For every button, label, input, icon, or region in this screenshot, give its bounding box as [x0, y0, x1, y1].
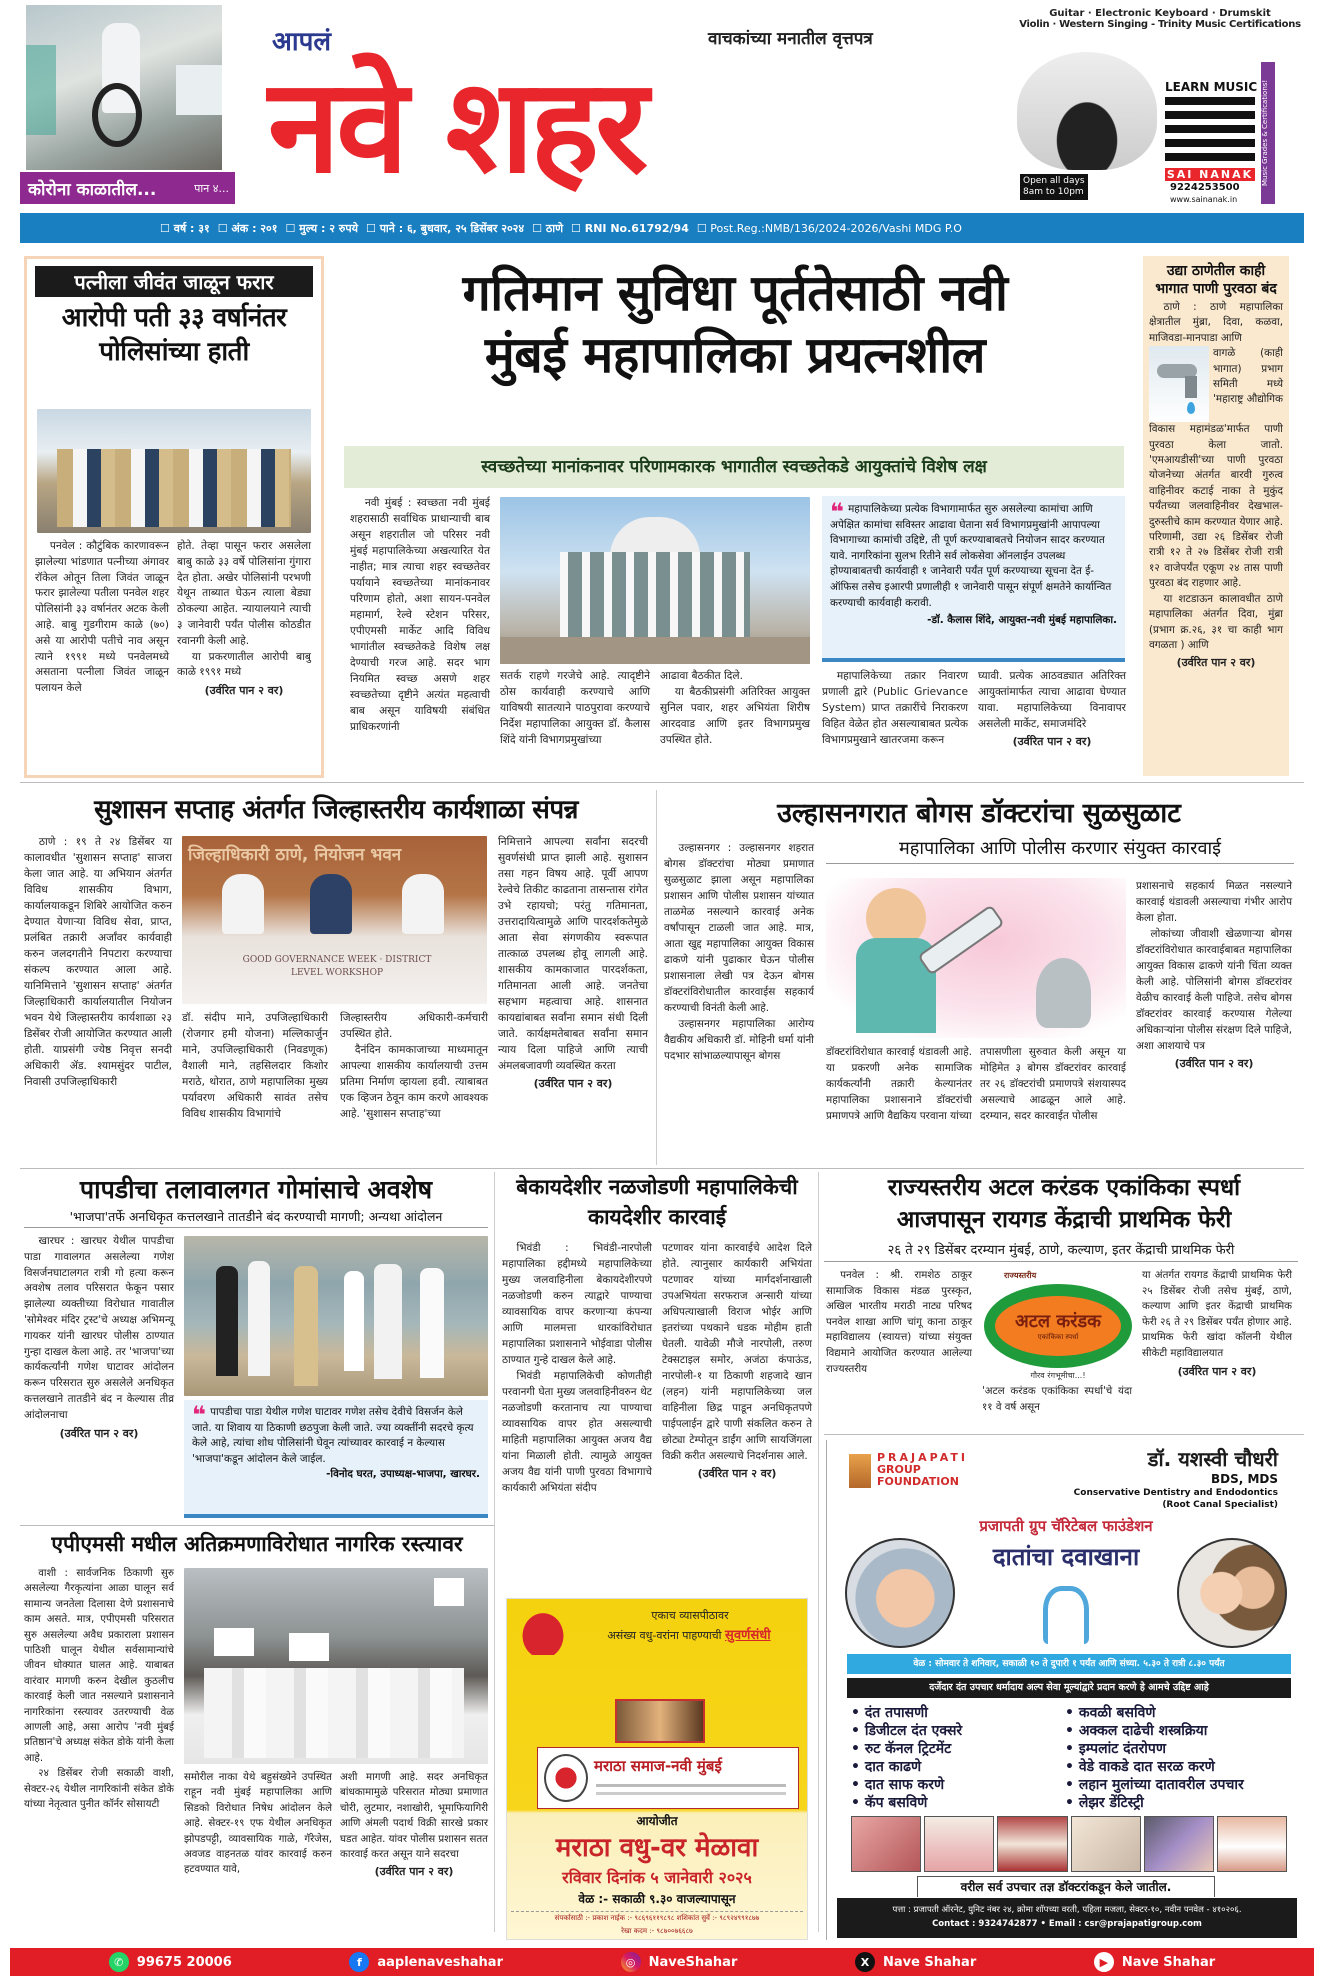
- info-pages-date: ☐ पाने : ६, बुधवार, २५ डिसेंबर २०२४: [365, 221, 525, 235]
- nmmc-headquarters-photo[interactable]: [500, 497, 810, 664]
- sushasan-headline: सुशासन सप्ताह अंतर्गत जिल्हास्तरीय कार्यशाळा संपन्न: [94, 795, 578, 825]
- pheta-turban-icon: [517, 1607, 569, 1655]
- music-ad-web: www.sainanak.in: [1170, 195, 1238, 204]
- youtube-icon: ▶: [1094, 1952, 1114, 1972]
- quote-mark-icon: ❝: [192, 1401, 207, 1429]
- continued-link[interactable]: (उर्वरित पान २ वर): [59, 1426, 139, 1440]
- continued-link[interactable]: (उर्वरित पान २ वर): [374, 1865, 454, 1879]
- apmc-headline: एपीएमसी मधील अतिक्रमणाविरोधात नागरिक रस्त्यावर: [24, 1530, 490, 1558]
- doctor-degree: BDS, MDS: [1210, 1472, 1278, 1486]
- social-footer: [10, 1948, 1314, 1976]
- service-item: • अक्कल दाढेची शस्त्रक्रिया: [1065, 1722, 1301, 1740]
- atal-karandak-logo[interactable]: [984, 1271, 1132, 1380]
- lead-col3a: आढावा बैठकीत दिले.: [660, 670, 743, 682]
- bhiwandi-col1: भिवंडी : भिवंडी-नारपोली महापालिका हद्दीमध्ये महापालिकेच्या मुख्य जलवाहिनीला बेकायदेशीरपणे नळजोडणी करुन त्याद्वारे पाण्याचा व्यावसायिक वापर करणाऱ्या कंपन्या आणि मालमत्ता धारकांविरोधात महापालिका प्रशासनाने भोईवाडा पोलीस ठाण्यात गुन्हे दाखल केले आहे.: [502, 1242, 652, 1366]
- papdi-quote-text: पापडीचा पाडा येथील गणेश घाटावर गणेश तसेच देवीचे विसर्जन केले जाते. या शिवाय या ठिकाणी छठपुजा केली जाते. ज्या व्यक्तींनी सदरचे कृत्य केले आहे, त्यांचा शोध पोलिसांनी घेवून त्यांच्यावर कारवाई न केल्यास 'भाजपा'कडून आंदोलन केले जाईल.: [192, 1406, 474, 1465]
- bhiwandi-headline: बेकायदेशीर नळजोडणी महापालिकेची कायदेशीर कारवाई: [516, 1175, 798, 1229]
- papdi-quote-attribution: -विनोद घरत, उपाध्यक्ष-भाजपा, खारघर.: [326, 1468, 480, 1481]
- footer-label: Nave Shahar: [1121, 1954, 1216, 1970]
- lead-quote-attribution: -डॉ. कैलास शिंदे, आयुक्त-नवी मुंबई महापालिका.: [927, 614, 1117, 627]
- music-ad-hours2: 8am to 10pm: [1023, 187, 1084, 197]
- doctor-spec1: Conservative Dentistry and Endodontics: [1073, 1488, 1278, 1498]
- music-ad-line2: Violin · Western Singing - Trinity Music Certifications: [1019, 19, 1301, 30]
- maratha-samaj-emblem-icon: [544, 1754, 588, 1802]
- apmc-col1: वाशी : सार्वजनिक ठिकाणी सुरु असलेल्या गैरकृत्यांना आळा घालून सर्व सामान्य जनतेला दिलासा देणे प्रशासनाचे काम असते. मात्र, एपीएमसी परिसरात सुरु असलेल्या अवैध प्रकाराला प्रशासन पाठिशी घालून येथील सर्वसामान्यांचे जीवन धोक्यात घालत आहे. याबाबत वारंवार मागणी करुन देखील कुठलीच कारवाई केली जात नसल्याने प्रशासनाने नागरिकांना रस्त्यावर उतरण्याची वेळ आणली आहे, असा आरोप 'नवी मुंबई प्रतिष्ठान'चे अध्यक्ष संकेत डोके यांनी केला आहे.: [24, 1568, 174, 1764]
- story1-col2: होते. तेव्हा पासून फरार असलेला बाबु काळे ३३ वर्षे पोलिसांना गुंगारा देत होता. अखेर पोलिसांनी परभणी येथून ताब्यात घेऊन त्याला बेड्या ठोकल्या आहेत. न्यायालयाने त्याची ३ जानेवारी पर्यंत पोलीस कोठडीत रवानगी केली आहे.: [177, 540, 311, 647]
- family-circle-photo: [1177, 1538, 1287, 1648]
- atal-col1: पनवेल : श्री. रामशेठ ठाकूर सामाजिक विकास मंडळ पुरस्कृत, अखिल भारतीय मराठी नाट्य परिषद पनवेल शाखा आणि चांगू काना ठाकूर महाविद्यालय (स्वायत्त) यांच्या संयुक्त विद्यमाने आयोजित करण्यात आलेल्या राज्यस्तरीय: [826, 1270, 972, 1375]
- facebook-icon: f: [349, 1952, 369, 1972]
- info-year: ☐ वर्ष : ३१: [160, 221, 210, 235]
- dental-thumbnails: [851, 1816, 1287, 1872]
- services-left-list: [851, 1704, 1061, 1812]
- sushasan-col4: निमित्ताने आपल्या सर्वांना सदरची सुवर्णसंधी प्राप्त झाली आहे. सुशासन तसा गहन विषय आहे. पूर्वी आपण रेल्वेचे तिकीट काढताना तासन्तास रांगेत उभे रहायचो; परंतु गतिमानता, उत्तरादायित्वामुळे आणि पारदर्शकतेमुळे आता सेवा संगणकीय स्वरूपात तात्काळ उपलब्ध होवू लागली आहे. शासकीय कामकाजात पारदर्शकता, गतिमानता आली आहे. जनतेचा सहभाग महत्वाचा आहे. शासनात कायद्यांबाबत सर्वांना समान संधी दिली जाते. कार्यक्षमतेबाबत सर्वांना समान न्याय दिला पाहिजे आणि त्याची अंमलबजावणी व्यवस्थित करता: [498, 836, 648, 1072]
- doctor-name: डॉ. यशस्वी चौधरी: [1147, 1447, 1278, 1471]
- water-headline: उद्या ठाणेतील काही भागात पाणी पुरवठा बंद: [1155, 263, 1277, 297]
- apmc-col3: अशी मागणी आहे. सदर अनधिकृत बांधकामामुळे परिसरात मोठ्या प्रमाणात चोरी, लुटमार, नशाखोरी, भूमाफियागिरी आणि अंमली पदार्थ विक्री सारखे प्रकार घडत आहेत. यांवर पोलीस प्रशासन सतत कारवाई करत असून याने सदरचा: [340, 1772, 488, 1861]
- service-item: • लेझर डेंटिस्ट्री: [1065, 1794, 1301, 1812]
- dental-mission: दर्जेदार दंत उपचार धर्मादाय अल्प सेवा मूल्यांद्वारे प्रदान करणे हे आमचे उद्दिष्ट आहे: [847, 1678, 1291, 1698]
- ulhas-col4: प्रशासनाचे सहकार्य मिळत नसल्याने कारवाई थंडावली असल्याचा गंभीर आरोप केला होता.: [1136, 880, 1292, 924]
- service-item: • दंत तपासणी: [851, 1704, 1061, 1722]
- atal-col2: 'अटल करंडक एकांकिका स्पर्धा'चे यंदा ११ वे वर्ष असून: [982, 1386, 1132, 1413]
- story-water-cut: [1143, 256, 1289, 776]
- dental-contact: Contact : 9324742877 • Email : csr@prajapatigroup.com: [932, 1919, 1202, 1929]
- melava-presents: आयोजीत: [636, 1814, 678, 1828]
- masthead-title: नवे शहर: [268, 50, 645, 202]
- continued-link[interactable]: (उर्वरित पान २ वर): [1176, 656, 1256, 670]
- music-ad-side: Music Grades & Certifications!: [1261, 62, 1275, 204]
- continued-link[interactable]: (उर्वरित पान २ वर): [204, 684, 284, 698]
- vadhu-var-melava-ad[interactable]: [506, 1598, 808, 1940]
- bogus-doctor-cartoon[interactable]: [826, 878, 1126, 1038]
- teaser-bar[interactable]: [20, 172, 235, 204]
- lead-subhead: स्वच्छतेच्या मानांकनावर परिणामकारक भागातील स्वच्छतेकडे आयुक्तांचे विशेष लक्ष: [344, 446, 1124, 488]
- ulhas-col3: तपासणीला सुरुवात केली असून या मोहिमेत ३ बोगस डॉक्टरांवर कारवाई तर २६ डॉक्टरांची प्रमाणपत्रे संशयास्पद असल्याचे आढळून आले आहे. दरम्यान, सदर कारवाईत पोलीस: [980, 1046, 1126, 1122]
- melava-contact1: संपर्कासाठी :- प्रकाश नाईक :- ९८६९६११९८९८ शशिकांत सुर्वे :- ९८९२४९९१८७७: [511, 1911, 803, 1924]
- continued-link[interactable]: (उर्वरित पान २ वर): [1174, 1057, 1254, 1070]
- footer-whatsapp[interactable]: [109, 1952, 232, 1972]
- wedding-photo: [615, 1699, 705, 1743]
- lead-quote-text: महापालिकेच्या प्रत्येक विभागामार्फत सुरु असलेल्या कामांचा आणि अपेक्षित कामांचा सविस्तर आढावा घेताना सर्व विभागप्रमुखांनी आपापल्या विभागाच्या कामांची उद्दिष्टे, ती पूर्ण करण्याबाबतचे नियोजन सादर करण्यात यावे. नागरिकांना सुलभ रितीने सर्व लोकसेवा ऑनलाईन उपलब्ध होण्याबाबतची कार्यवाही १ जानेवारी पर्यंत पूर्ण करण्याच्या सूचना देत ई-ऑफिस तसेच इआरपी प्रणालीही १ जानेवारी पासून संपूर्ण क्षमतेने कार्यान्वित करण्याची कार्यवाही करावी.: [830, 503, 1112, 609]
- water-body-wrap: वागळे (काही भागात) प्रभाग समिती मध्ये 'महाराष्ट्र औद्योगिक: [1213, 347, 1283, 406]
- lead-headline-line2: मुंबई महापालिका प्रयत्नशील: [484, 326, 986, 384]
- lead-headline-line1: गतिमान सुविधा पूर्ततेसाठी नवी: [462, 264, 1008, 322]
- atal-headline-line1: राज्यस्तरीय अटल करंडक एकांकिका स्पर्धा: [887, 1175, 1241, 1201]
- service-item: • कॅप बसविणे: [851, 1794, 1061, 1812]
- masthead-pretitle: आपलं: [272, 27, 331, 57]
- melava-time: वेळ :- सकाळी ९.३० वाजल्यापासून: [578, 1892, 736, 1906]
- bhiwandi-col1b: भिवंडी महापालिकेची कोणतीही परवानगी घेता मुख्य जलवाहिनीवरुन थेट नळजोडणी करतानाच त्या पाण्याचा व्यावसायिक वापर होत असल्याची माहिती महापालिका आयुक्त अजय वैद्य यांना मिळाली होती. त्यामुळे आयुक्त अजय वैद्य यांनी पाणी पुरवठा विभागाचे कार्यकारी अभियंता संदीप: [502, 1370, 652, 1494]
- prajapati-logo-icon: [849, 1454, 871, 1488]
- dental-address: पत्ता : प्रजापती ऑरनेट, युनिट नंबर २४, क्रोमा शॉपच्या वरती, पहिला मजला, सेक्टर-१०, नवीन पनवेल - ४१०२०६.: [892, 1905, 1242, 1915]
- dental-org: प्रजापती ग्रुप चॅरिटेबल फाउंडेशन: [979, 1517, 1153, 1535]
- dental-thumb-photo: [1071, 1816, 1141, 1872]
- services-right-list: [1065, 1704, 1301, 1812]
- dental-clinic-ad[interactable]: [826, 1440, 1304, 1940]
- lead-col2: सतर्क राहणे गरजेचे आहे. त्यादृष्टीने ठोस कार्यवाही करण्याचे आणि याविषयी सातत्याने पाठपुरावा करण्याचे निर्देश महापालिका आयुक्त डॉ. कैलास शिंदे यांनी विभागप्रमुखांच्या: [500, 670, 650, 746]
- info-bar: [20, 213, 1304, 243]
- x-icon: X: [855, 1952, 875, 1972]
- melava-tag3: सुवर्णसंधी: [725, 1628, 771, 1643]
- service-item: • कवळी बसविणे: [1065, 1704, 1301, 1722]
- lake-inspection-photo[interactable]: [184, 1236, 488, 1396]
- sushasan-col1: ठाणे : १९ ते २४ डिसेंबर या कालावधीत 'सुशासन सप्ताह' साजरा केला जात आहे. या अभियान अंतर्गत विविध शासकीय विभाग, कार्यालयाकडून शिबिरे आयोजित करुन देण्यात येणाऱ्या विविध सेवा, प्राप्त, प्रलंबित तक्रारी अर्जांवर कार्यवाही करुन जलदगतीने निपटारा करण्याचा संकल्प करण्यात आला आहे. यानिमित्ताने 'सुशासन सप्ताह' अंतर्गत जिल्हाधिकारी कार्यालयातील नियोजन भवन येथे जिल्हास्तरीय कार्यशाळा २३ डिसेंबर रोजी आयोजित करण्यात आली होती. याप्रसंगी ज्येष्ठ निवृत्त सनदी अधिकारी ॲड. श्यामसुंदर पाटील, निवासी उपजिल्हाधिकारी: [24, 836, 172, 1088]
- water-body1: ठाणे : ठाणे महापालिका क्षेत्रातील मुंब्रा, दिवा, कळवा, माजिवडा-मानपाडा आणि: [1149, 301, 1283, 344]
- atal-col3: या अंतर्गत रायगड केंद्राची प्राथमिक फेरी २५ डिसेंबर रोजी तसेच मुंबई, ठाणे, कल्याण आणि इतर केंद्राची प्राथमिक फेरी २६ ते २९ डिसेंबर पर्यंत होणार आहे. प्राथमिक फेरी खांदा कॉलनी येथील सीकेटी महाविद्यालयात: [1142, 1270, 1292, 1359]
- info-rni: ☐ RNI No.61792/94: [571, 221, 689, 235]
- service-item: • दात साफ करणे: [851, 1776, 1061, 1794]
- ulhas-col4b: लोकांच्या जीवाशी खेळणाऱ्या बोगस डॉक्टरांविरोधात कारवाईबाबत महापालिका आयुक्त विकास ढाकणे यांनी चिंता व्यक्त केली आहे. पोलिसांनी बोगस डॉक्टरांवर वेळीच कारवाई केली पाहिजे. तसेच बोगस डॉक्टरांवर कारवाई करण्यास गेलेल्या अधिकाऱ्यांना पोलीस संरक्षण दिले पाहिजे, अशा आशयाचे पत्र: [1136, 928, 1292, 1052]
- service-item: • लहान मुलांच्या दातावरील उपचार: [1065, 1776, 1301, 1794]
- music-ad-line1: Guitar · Electronic Keyboard · Drumskit: [1049, 8, 1271, 19]
- info-city: ☐ ठाणे: [532, 221, 564, 235]
- atal-logo-top: राज्यस्तरीय: [1004, 1271, 1037, 1280]
- melava-org: मराठा समाज-नवी मुंबई: [594, 1757, 722, 1775]
- papdi-col1: खारघर : खारघर येथील पापडीचा पाडा गावालगत असलेल्या गणेश विसर्जनघाटालगत रात्री गो हत्या करून अवशेष तलाव परिसरात फेकून पसार झालेल्या व्यक्तीच्या विरोधात गावातील 'सोमेश्वर मंदिर ट्रस्ट'चे अध्यक्ष अभिमन्यू गायकर यांनी खारघर पोलीस ठाण्यात गुन्हा दाखल केला आहे. तर 'भाजपा'च्या कार्यकर्त्यांनी गणेश घाटावर आंदोलन करून परिसरात सुरु असलेले अनधिकृत कत्तलखाने तातडीने बंद न केल्यास तीव्र आंदोलनाचा: [24, 1235, 174, 1421]
- atal-logo-sub: एकांकिका स्पर्धा: [1037, 1332, 1079, 1341]
- police-group-photo[interactable]: [37, 409, 311, 533]
- foundation-name-2: GROUP: [877, 1463, 921, 1476]
- service-item: • रुट कॅनल ट्रिटमेंट: [851, 1740, 1061, 1758]
- apmc-col2: समोरील नाका येथे बहुसंख्येने उपस्थित राहून नवी मुंबई महापालिका आणि सिडको विरोधात निषेध आंदोलन केले आहे. सेक्टर-१९ एफ येथील अनधिकृत झोपडपट्टी, व्यावसायिक गाळे, गॅरेजेस, अवजड वाहनतळ यांवर कारवाई करुन हटवण्यात यावे,: [184, 1772, 332, 1876]
- ulhas-headline: उल्हासनगरात बोगस डॉक्टरांचा सुळसुळाट: [777, 798, 1181, 829]
- lead-col5: घ्यावी. प्रत्येक आठवड्यात अतिरिक्त आयुक्तांमार्फत त्याचा आढावा घेण्यात यावा. महापालिकेच्या विनावापर असलेली मार्केट, समाजमंदिरे: [978, 670, 1126, 730]
- info-price: ☐ मुल्य : २ रुपये: [285, 221, 358, 235]
- tap-icon: [1149, 346, 1209, 422]
- apmc-protest-photo[interactable]: [184, 1568, 488, 1764]
- continued-link[interactable]: (उर्वरित पान २ वर): [697, 1467, 777, 1480]
- footer-label: NaveShahar: [648, 1954, 738, 1970]
- instagram-icon: ◎: [621, 1952, 641, 1972]
- melava-date: रविवार दिनांक ५ जानेवारी २०२५: [562, 1868, 752, 1887]
- doctor-spec2: (Root Canal Specialist): [1162, 1500, 1278, 1510]
- story-wife-burning: [24, 256, 324, 778]
- dental-thumb-photo: [997, 1816, 1067, 1872]
- foundation-name-1: PRAJAPATI: [877, 1451, 968, 1464]
- music-ad-brand: SAI NANAK: [1166, 168, 1254, 181]
- dental-timing: वेळ : सोमवार ते शनिवार, सकाळी १० ते दुपारी १ पर्यंत आणि संध्या. ५.३० ते रात्री ८.३० पर्यंत: [847, 1654, 1291, 1674]
- patient-circle-photo: [845, 1538, 955, 1648]
- atal-subhead: २६ ते २९ डिसेंबर दरम्यान मुंबई, ठाणे, कल्याण, इतर केंद्राची प्राथमिक फेरी: [824, 1240, 1298, 1262]
- info-issue: ☐ अंक : २०१: [217, 221, 278, 235]
- music-ad-learn: LEARN MUSIC: [1165, 80, 1258, 94]
- continued-link[interactable]: (उर्वरित पान २ वर): [1177, 1364, 1257, 1378]
- teaser-photo[interactable]: [26, 5, 222, 170]
- music-ad-hours1: Open all days: [1023, 176, 1085, 186]
- lead-quote-commissioner: [822, 496, 1125, 662]
- water-body2: विकास महामंडळ'मार्फत पाणी पुरवठा केला जातो. 'एमआयडीसी'च्या पाणी पुरवठा योजनेच्या अंतर्गत बारवी गुरुत्व वाहिनीवर कटाई नाका ते मुकुंद पर्यंतच्या जलवाहिनीवर देखभाल-दुरुस्तीचे काम करण्यात येणार आहे. परिणामी, उद्या २६ डिसेंबर रोजी रात्री १२ ते २७ डिसेंबर रोजी रात्री १२ वाजेपर्यंत एकूण २४ तास पाणी पुरवठा बंद राहणार आहे.: [1149, 423, 1283, 590]
- lead-col4: महापालिकेच्या तक्रार निवारण प्रणाली द्वारे (Public Grievance System) प्राप्त तक्रारींचे निराकरण विहित वेळेत होत असल्याबाबत प्रत्येक विभागप्रमुखाने खातरजमा करून: [822, 670, 968, 746]
- continued-link[interactable]: (उर्वरित पान २ वर): [1012, 735, 1092, 748]
- service-item: • वेडे वाकडे दात सरळ करणे: [1065, 1758, 1301, 1776]
- water-body3: या शटडाऊन कालावधीत ठाणे महापालिका अंतर्गत दिवा, मुंब्रा (प्रभाग क्र.२६, ३१ चा काही भाग वगळता ) आणि: [1149, 592, 1283, 651]
- atal-headline-line2: आजपासून रायगड केंद्राची प्राथमिक फेरी: [896, 1207, 1232, 1233]
- papdi-headline: पापडीचा तलावालगत गोमांसाचे अवशेष: [79, 1175, 433, 1204]
- footer-label: 99675 20006: [136, 1954, 232, 1970]
- sushasan-col3a: जिल्हास्तरीय अधिकारी-कर्मचारी उपस्थित होते.: [340, 1012, 488, 1040]
- story1-col2b: या प्रकरणातील आरोपी बाबु काळे १९९१ मध्ये: [177, 650, 311, 679]
- foundation-name-3: FOUNDATION: [877, 1475, 959, 1488]
- dental-title: दातांचा दवाखाना: [992, 1543, 1140, 1571]
- bhiwandi-col2: पटणावर यांना कारवाईचे आदेश दिले होते. त्यानुसार कार्यकारी अभियंता पटणावर यांच्या मार्गदर्शनाखाली उपअभियंता सरफराज अन्सारी यांच्या अधिपत्याखाली विराज भोईर आणि इतरांच्या पथकाने धडक मोहीम हाती घेतली. यावेळी मौजे नारपोली, तरुण टेक्सटाइल समोर, अजंठा कंपाऊंड, नारपोली-१ या ठिकाणी शहजादे खान (लहन) यांनी महापालिकेच्या जल वाहिनीला छिद्र पाडून अनधिकृतपणे पाईपलाईन द्वारे पाणी संकलित करुन ते छोट्या टेम्पोतून डाईंग आणि सायजिंगला विक्री करीत असल्याचे निदर्शनास आले.: [662, 1242, 812, 1462]
- workshop-photo[interactable]: [182, 836, 487, 1004]
- melava-tag2: असंख्य वधु-वरांना पाहण्याची: [607, 1629, 722, 1642]
- atal-logo-tag: गौरव रंगभूमीचा...!: [1030, 1371, 1086, 1380]
- continued-link[interactable]: (उर्वरित पान २ वर): [533, 1077, 613, 1090]
- teaser-page: पान ४...: [194, 181, 229, 195]
- footer-facebook[interactable]: [349, 1952, 503, 1972]
- quote-mark-icon: ❝: [830, 498, 845, 526]
- footer-instagram[interactable]: [621, 1952, 738, 1972]
- ulhas-subhead: महापालिका आणि पोलीस करणार संयुक्त कारवाई: [826, 836, 1294, 864]
- service-item: • डिजीटल दंत एक्सरे: [851, 1722, 1061, 1740]
- teaser-label: कोरोना काळातील...: [28, 179, 157, 200]
- lead-col1: नवी मुंबई : स्वच्छता नवी मुंबई शहरासाठी सर्वाधिक प्राधान्याची बाब असून शहरातील जो परिसर नवी मुंबई महापालिकेच्या अखत्यारित येत नाहीत; मात्र त्याचा शहर स्वच्छतेवर पर्यायाने स्वच्छतेच्या मानांकनावर परिणाम होतो, अशा सायन-पनवेल महामार्ग, रेल्वे स्टेशन परिसर, एपीएमसी मार्केट आदि विविध भागांतील स्वच्छतेकडे विशेष लक्ष देण्याची गरज आहे. सदर भाग नियमित स्वच्छ असणे शहर स्वच्छतेच्या दृष्टीने अत्यंत महत्वाची बाब असून याविषयी संबंधित प्राधिकरणांनी: [350, 497, 490, 733]
- story1-kicker: पत्नीला जीवंत जाळून फरार: [35, 266, 313, 297]
- photo-banner-text: जिल्हाधिकारी ठाणे, नियोजन भवन: [188, 845, 402, 865]
- apmc-col1b: २४ डिसेंबर रोजी सकाळी वाशी, सेक्टर-२६ येथील नागरिकांनी संकेत डोके यांच्या नेतृत्वात पुनीत कॉर्नर सोसायटी: [24, 1768, 174, 1811]
- melava-tag1: एकाच व्यासपीठावर: [651, 1609, 729, 1622]
- dental-thumb-photo: [1217, 1816, 1287, 1872]
- ulhas-col1: उल्हासनगर : उल्हासनगर शहरात बोगस डॉक्टरांचा मोठ्या प्रमाणात सुळसुळाट झाला असून महापालिका प्रशासन आणि पोलीस प्रशासन यांच्यात ताळमेळ नसल्याने कारवाई अनेक वर्षांपासून टाळली जात आहे. मात्र, आता खुद्द महापालिका आयुक्त विकास ढाकणे यांनी पुढाकार घेऊन पोलीस प्रशासनाला लेखी पत्र देऊन बोगस डॉक्टरांविरोधातील कारवाईस सहकार्य करण्याची विनंती केली आहे.: [664, 842, 814, 1014]
- lead-headline: [340, 262, 1130, 386]
- info-postreg: ☐ Post.Reg.:NMB/136/2024-2026/Vashi MDG P.O: [696, 221, 962, 235]
- melava-contact2: रेखा कदम :- ९८७००७६६८७: [621, 1927, 693, 1935]
- atal-logo-text: अटल करंडक: [1015, 1310, 1101, 1332]
- dental-thumb-photo: [924, 1816, 994, 1872]
- footer-x[interactable]: [855, 1952, 976, 1972]
- dental-note: वरील सर्व उपचार तज्ञ डॉक्टरांकडून केले जातील.: [917, 1876, 1215, 1897]
- atal-headline: [824, 1172, 1304, 1236]
- piano-keys: [1165, 97, 1255, 167]
- dental-thumb-photo: [1144, 1816, 1214, 1872]
- sushasan-col3b: दैनंदिन कामकाजाच्या माध्यमातून आपल्या शासकीय कार्यालयाची उत्तम प्रतिमा निर्माण व्हायला हवी. त्याबाबत एक व्हिजन ठेवून काम करणे आवश्यक आहे. 'सुशासन सप्ताह'च्या: [340, 1044, 488, 1120]
- story1-col1: पनवेल : कौटुंबिक कारणावरून झालेल्या भांडणात पत्नीच्या अंगावर रॉकेल ओतून तिला जिवंत जाळून फरार झालेल्या पतीला पनवेल शहर पोलिसांनी ३३ वर्षानंतर अटक केली आहे. बाबु गुडगीराम काळे (७०) असे या आरोपी पतीचे नाव असून त्याने १९९१ मध्ये पनवेलमध्ये असताना पत्नीला जिवंत जाळून पलायन केले: [35, 540, 169, 695]
- whatsapp-icon: ✆: [109, 1952, 129, 1972]
- lead-col3b: या बैठकीप्रसंगी अतिरिक्त आयुक्त सुनिल पवार, शहर अभियंता शिरीष आरदवाड आणि इतर विभागप्रमुख उपस्थित होते.: [660, 686, 810, 746]
- footer-label: Nave Shahar: [882, 1954, 977, 1970]
- melava-title: मराठा वधु-वर मेळावा: [555, 1833, 759, 1863]
- dental-thumb-photo: [851, 1816, 921, 1872]
- service-item: • दात काढणे: [851, 1758, 1061, 1776]
- ulhas-col1b: उल्हासनगर महापालिका आरोग्य वैद्यकीय अधिकारी डॉ. मोहिनी धर्मा यांनी पदभार सांभाळल्यापासून बोगस: [664, 1018, 814, 1062]
- footer-label: aaplenaveshahar: [377, 1954, 503, 1970]
- photo-caption: GOOD GOVERNANCE WEEK · DISTRICT LEVEL WORKSHOP: [242, 955, 432, 978]
- story1-headline: आरोपी पती ३३ वर्षानंतर पोलिसांच्या हाती: [61, 303, 287, 367]
- papdi-subhead: 'भाजपा'तर्फे अनधिकृत कत्तलखाने तातडीने बंद करण्याची मागणी; अन्यथा आंदोलन: [24, 1208, 488, 1228]
- music-ad-phone: 9224253500: [1170, 182, 1240, 193]
- ulhas-col2: डॉक्टरांविरोधात कारवाई थंडावली आहे. या प्रकरणी अनेक सामाजिक कार्यकर्त्यांनी तक्रारी केल्यानंतर महापालिका प्रशासनाने डॉक्टरांची प्रमाणपत्रे आणि वैद्यकिय परवाना यांच्या: [826, 1046, 972, 1122]
- papdi-quote: [184, 1400, 488, 1518]
- service-item: • इम्पलांट दंतरोपण: [1065, 1740, 1301, 1758]
- tooth-icon: [1043, 1586, 1089, 1644]
- footer-youtube[interactable]: [1094, 1952, 1215, 1972]
- guitarist-illustration: [1017, 52, 1157, 170]
- music-ad[interactable]: [1005, 2, 1315, 207]
- masthead-tagline: वाचकांच्या मनातील वृत्तपत्र: [708, 29, 873, 49]
- sushasan-col2: डॉ. संदीप माने, उपजिल्हाधिकारी (रोजगार हमी योजना) मल्लिकार्जुन माने, उपजिल्हाधिकारी (निवडणूक) वैशाली माने, तहसिलदार किशोर मराठे, थोरात, ठाणे महापालिका मुख्य पर्यावरण अधिकारी सावंत तसेच विविध शासकीय विभागांचे: [182, 1012, 328, 1120]
